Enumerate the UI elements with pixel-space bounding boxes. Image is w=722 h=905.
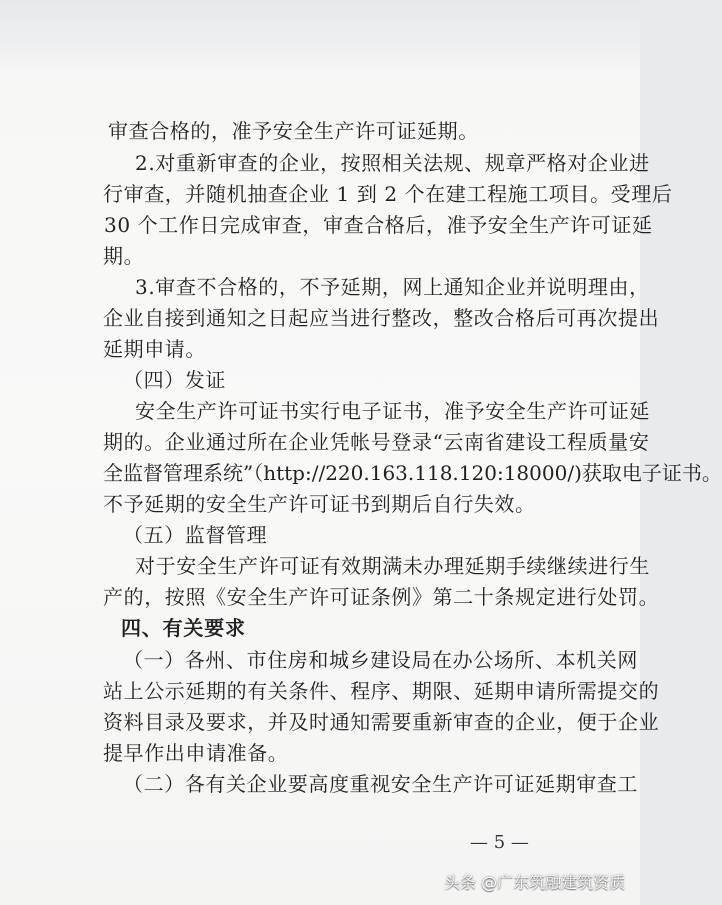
paragraph-line: 审查合格的，准予安全生产许可证延期。 [108, 119, 479, 143]
paragraph-line: 提早作出申请准备。 [103, 741, 289, 765]
chapter-heading: 四、有关要求 [121, 616, 246, 640]
paragraph-line: 2.对重新审查的企业，按照相关法规、规章严格对企业进 [135, 151, 650, 175]
paragraph-line: （一）各州、市住房和城乡建设局在办公场所、本机关网 [123, 648, 638, 672]
paragraph-line: 期的。企业通过所在企业凭帐号登录“云南省建设工程质量安 [103, 430, 650, 454]
watermark: 头条 @广东筑融建筑资质 [444, 872, 626, 892]
section-heading: （四）发证 [123, 368, 226, 392]
paragraph-line: 期。 [103, 244, 145, 268]
paragraph-line: 产的，按照《安全生产许可证条例》第二十条规定进行处罚。 [103, 585, 660, 609]
paragraph-line: 企业自接到通知之日起应当进行整改，整改合格后可再次提出 [103, 306, 660, 330]
page-number: — 5 — [470, 832, 529, 853]
paragraph-line: 站上公示延期的有关条件、程序、期限、延期申请所需提交的 [103, 679, 660, 703]
paragraph-line: 延期申请。 [103, 337, 206, 361]
paragraph-line: 对于安全生产许可证有效期满未办理延期手续继续进行生 [135, 554, 650, 578]
paragraph-line: 3.审查不合格的，不予延期，网上通知企业并说明理由， [135, 275, 650, 299]
paragraph-line: 不予延期的安全生产许可证书到期后自行失效。 [103, 492, 536, 516]
paragraph-line: 30 个工作日完成审查，审查合格后，准予安全生产许可证延 [104, 213, 653, 237]
paragraph-line: （二）各有关企业要高度重视安全生产许可证延期审查工 [123, 772, 638, 796]
paragraph-line: 全监督管理系统”（http://220.163.118.120:18000/)获取电子证书。 [103, 461, 722, 485]
section-heading: （五）监督管理 [123, 523, 268, 547]
paragraph-line: 行审查，并随机抽查企业 1 到 2 个在建工程施工项目。受理后 [103, 182, 673, 206]
paragraph-line: 安全生产许可证书实行电子证书，准予安全生产许可证延 [135, 399, 650, 423]
paragraph-line: 资料目录及要求，并及时通知需要重新审查的企业，便于企业 [103, 710, 660, 734]
scan-top-shadow [0, 0, 640, 78]
